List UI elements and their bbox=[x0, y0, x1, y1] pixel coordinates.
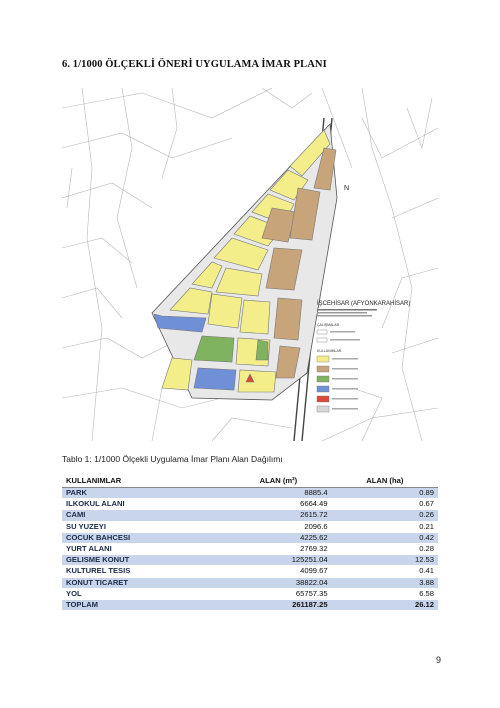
area-ha: 0.21 bbox=[332, 521, 438, 532]
area-m2: 125251.04 bbox=[225, 555, 331, 566]
column-header-area-ha: ALAN (ha) bbox=[332, 473, 438, 488]
area-m2: 2615.72 bbox=[225, 510, 331, 521]
block-konut bbox=[208, 294, 242, 328]
area-m2: 2096.6 bbox=[225, 521, 331, 532]
zoning-plan-map bbox=[62, 88, 438, 441]
area-ha: 3.88 bbox=[332, 577, 438, 588]
usage-name: YOL bbox=[62, 588, 225, 599]
svg-text:N: N bbox=[344, 185, 350, 192]
map-drawing bbox=[62, 88, 438, 441]
usage-name: PARK bbox=[62, 488, 225, 499]
table-row bbox=[62, 566, 438, 577]
column-header-area-m2: ALAN (m²) bbox=[225, 473, 331, 488]
svg-text:İŞCEHİSAR (AFYONKARAHİSAR): İŞCEHİSAR (AFYONKARAHİSAR) bbox=[317, 301, 411, 307]
section-heading: 6. 1/1000 ÖLÇEKLİ ÖNERİ UYGULAMA İMAR PLANI bbox=[62, 59, 327, 70]
block-konut-ticaret bbox=[274, 298, 302, 340]
area-m2: 4225.62 bbox=[225, 532, 331, 543]
usage-name: ILKOKUL ALANI bbox=[62, 499, 225, 510]
column-header-usage: KULLANIMLAR bbox=[62, 473, 225, 488]
page-number: 9 bbox=[436, 655, 442, 665]
area-m2: 4099.67 bbox=[225, 566, 331, 577]
area-ha: 0.28 bbox=[332, 544, 438, 555]
usage-name: COCUK BAHCESI bbox=[62, 532, 225, 543]
legend-text-line bbox=[332, 398, 358, 400]
area-m2: 38822.04 bbox=[225, 577, 331, 588]
table-row bbox=[62, 532, 438, 543]
block-konut bbox=[240, 300, 270, 334]
svg-text:KULLANIMLAR: KULLANIMLAR bbox=[317, 349, 342, 353]
table-row bbox=[62, 521, 438, 532]
legend-text-line bbox=[332, 408, 358, 410]
legend-swatch-cami bbox=[317, 396, 329, 402]
block-school bbox=[194, 368, 236, 390]
block-konut bbox=[162, 358, 192, 390]
area-ha: 0.89 bbox=[332, 488, 438, 499]
legend-swatch-konut bbox=[317, 356, 329, 362]
area-m2: 8885.4 bbox=[225, 488, 331, 499]
table-row bbox=[62, 510, 438, 521]
table-row bbox=[62, 499, 438, 510]
legend-text-line bbox=[332, 358, 358, 360]
area-m2: 2769.32 bbox=[225, 544, 331, 555]
usage-name: TOPLAM bbox=[62, 600, 225, 611]
area-ha: 26.12 bbox=[332, 600, 438, 611]
block-park bbox=[256, 340, 268, 360]
area-ha: 0.67 bbox=[332, 499, 438, 510]
table-header-row bbox=[62, 473, 438, 488]
legend-text-line bbox=[332, 388, 358, 390]
north-arrow bbox=[344, 185, 349, 192]
legend-text-line bbox=[332, 368, 358, 370]
map-legend bbox=[317, 300, 410, 412]
table-row bbox=[62, 577, 438, 588]
area-m2: 65757.35 bbox=[225, 588, 331, 599]
svg-text:ÇALIŞMALAR: ÇALIŞMALAR bbox=[317, 323, 340, 327]
legend-swatch-konut_ticaret bbox=[317, 366, 329, 372]
table-total-row bbox=[62, 600, 438, 611]
table-row bbox=[62, 488, 438, 499]
table-row bbox=[62, 555, 438, 566]
usage-name: KULTUREL TESIS bbox=[62, 566, 225, 577]
table-row bbox=[62, 544, 438, 555]
usage-name: KONUT TICARET bbox=[62, 577, 225, 588]
area-ha: 12.53 bbox=[332, 555, 438, 566]
legend-swatch-okul bbox=[317, 386, 329, 392]
usage-name: CAMI bbox=[62, 510, 225, 521]
usage-name: GELISME KONUT bbox=[62, 555, 225, 566]
area-distribution-table bbox=[62, 473, 438, 611]
usage-name: YURT ALANI bbox=[62, 544, 225, 555]
area-m2: 261187.25 bbox=[225, 600, 331, 611]
block-konut bbox=[238, 370, 276, 392]
usage-name: SU YUZEYI bbox=[62, 521, 225, 532]
area-ha: 6.58 bbox=[332, 588, 438, 599]
legend-text-line bbox=[332, 378, 358, 380]
area-ha: 0.42 bbox=[332, 532, 438, 543]
area-ha: 0.26 bbox=[332, 510, 438, 521]
table-caption: Tablo 1: 1/1000 Ölçekli Uygulama İmar Planı Alan Dağılımı bbox=[62, 454, 283, 464]
area-m2: 6664.49 bbox=[225, 499, 331, 510]
area-ha: 0.41 bbox=[332, 566, 438, 577]
table-row bbox=[62, 588, 438, 599]
legend-swatch-road bbox=[317, 406, 329, 412]
legend-swatch-park bbox=[317, 376, 329, 382]
